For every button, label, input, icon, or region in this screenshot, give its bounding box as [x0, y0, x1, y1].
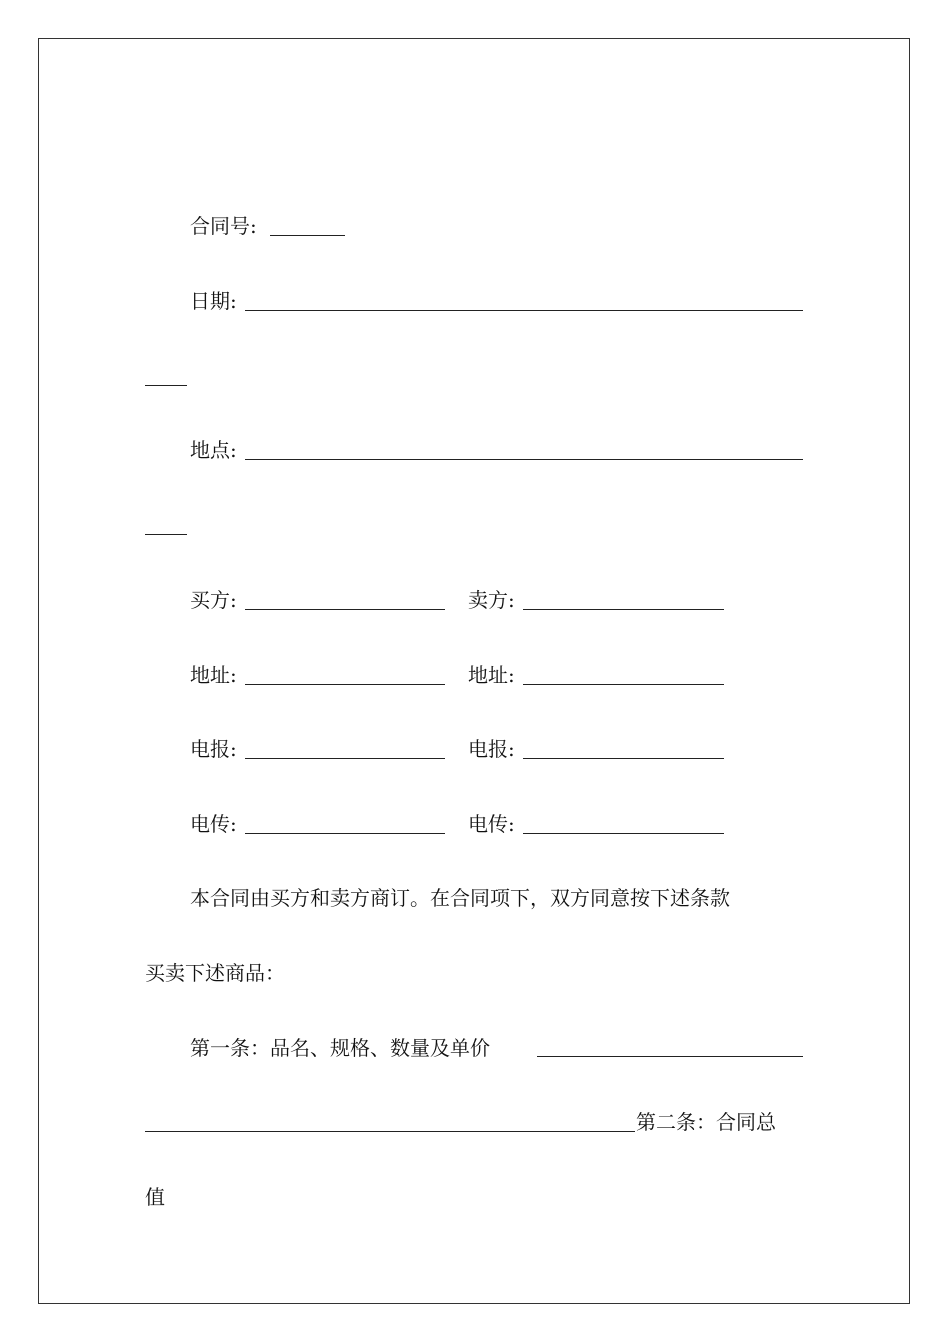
buyer-address-label: 地址: — [190, 663, 237, 687]
intro-line-1: 本合同由买方和卖方商订。在合同项下，双方同意按下述条款 — [190, 886, 730, 910]
place-field-continuation[interactable] — [145, 534, 187, 535]
date-field-continuation[interactable] — [145, 385, 187, 386]
date-label: 日期: — [190, 289, 237, 313]
buyer-address-field[interactable] — [245, 684, 445, 685]
date-field[interactable] — [245, 310, 803, 311]
article-1-field-continuation[interactable] — [145, 1131, 635, 1132]
article-1-field[interactable] — [537, 1056, 803, 1057]
contract-number-field[interactable] — [270, 235, 345, 236]
buyer-telegram-field[interactable] — [245, 758, 445, 759]
seller-address-field[interactable] — [523, 684, 724, 685]
place-field[interactable] — [245, 459, 803, 460]
article-2-heading-continuation: 值 — [145, 1185, 165, 1209]
buyer-telegram-label: 电报: — [190, 737, 237, 761]
seller-name-field[interactable] — [523, 609, 724, 610]
contract-number-label: 合同号: — [190, 214, 257, 238]
buyer-telex-field[interactable] — [245, 833, 445, 834]
seller-telex-label: 电传: — [468, 812, 515, 836]
seller-telegram-label: 电报: — [468, 737, 515, 761]
buyer-name-field[interactable] — [245, 609, 445, 610]
place-label: 地点: — [190, 438, 237, 462]
seller-telegram-field[interactable] — [523, 758, 724, 759]
article-2-heading: 第二条：合同总 — [636, 1110, 776, 1134]
seller-telex-field[interactable] — [523, 833, 724, 834]
seller-name-label: 卖方: — [468, 588, 515, 612]
seller-address-label: 地址: — [468, 663, 515, 687]
buyer-name-label: 买方: — [190, 588, 237, 612]
buyer-telex-label: 电传: — [190, 812, 237, 836]
article-1-heading: 第一条：品名、规格、数量及单价 — [190, 1036, 490, 1060]
intro-line-2: 买卖下述商品： — [145, 961, 285, 985]
